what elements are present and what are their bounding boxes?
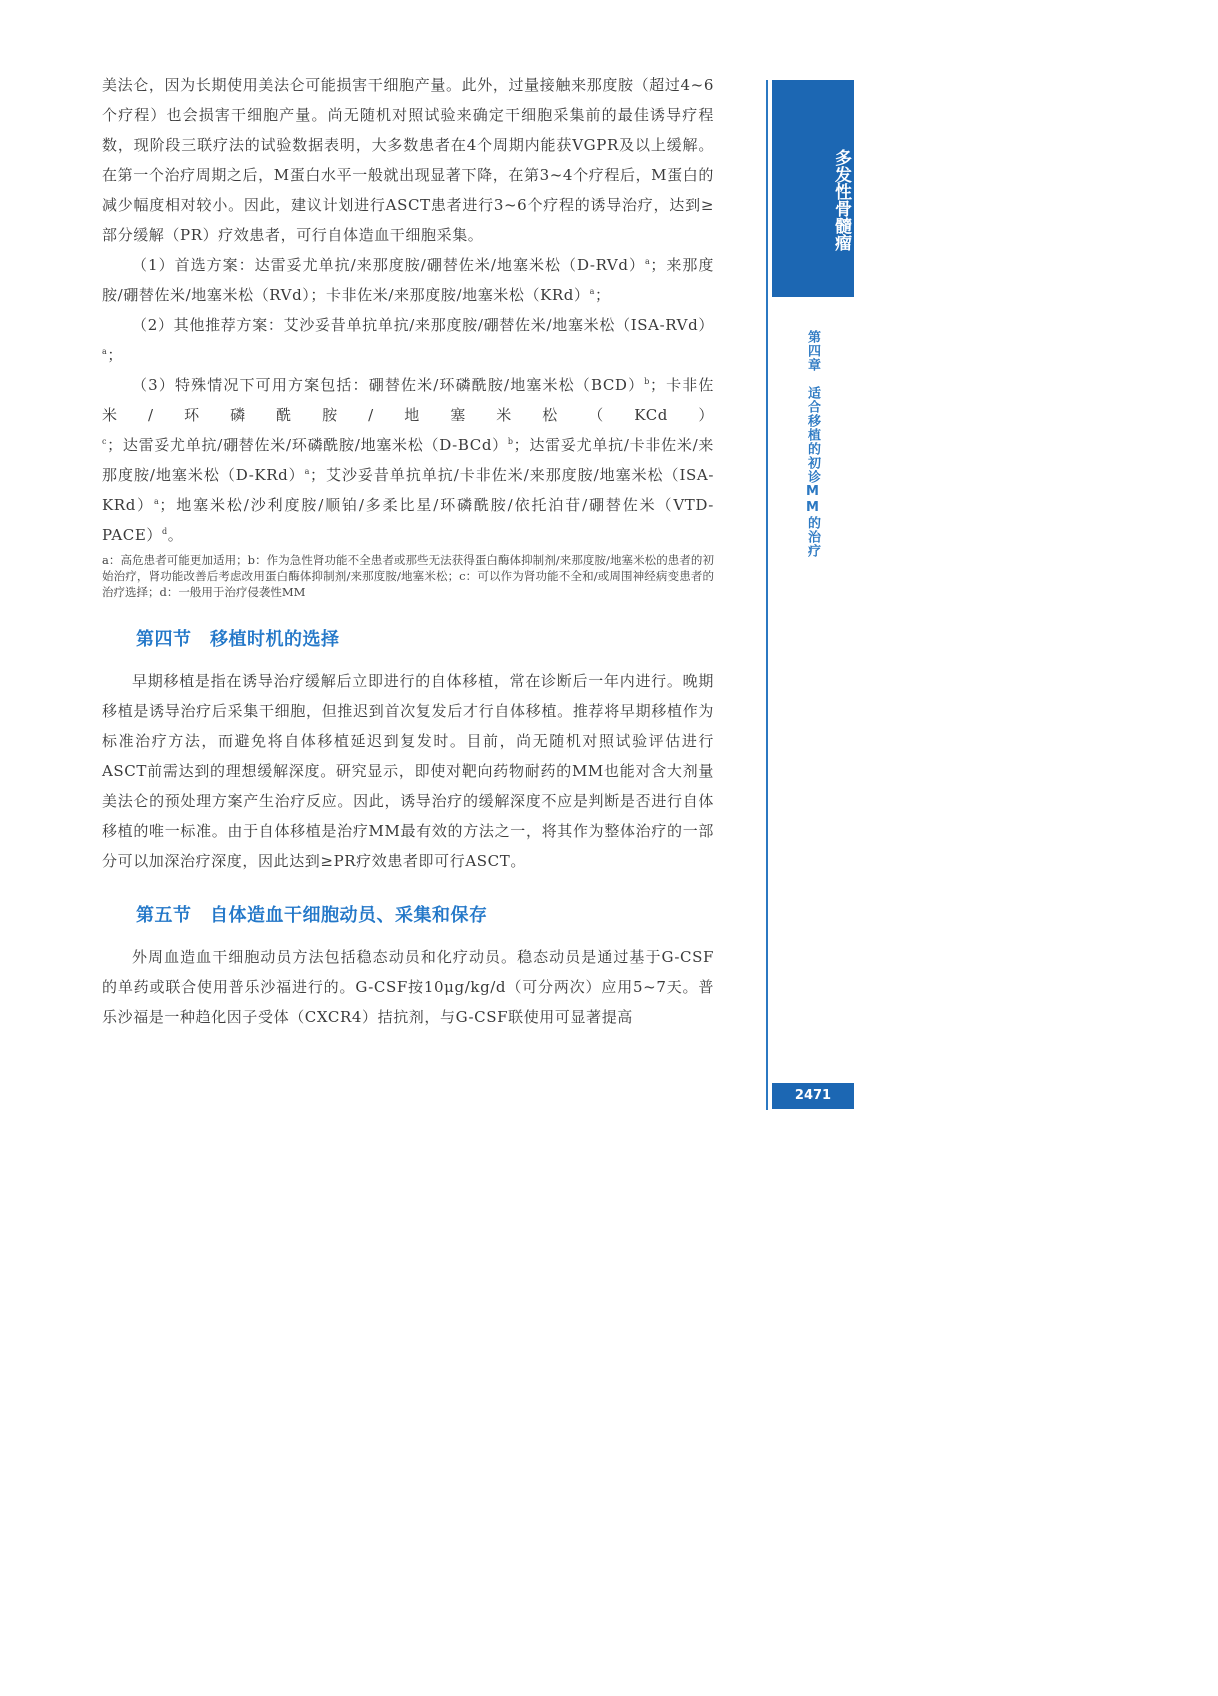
- section-4-heading: 第四节 移植时机的选择: [136, 629, 340, 650]
- footnote: a：高危患者可能更加适用；b：作为急性肾功能不全患者或那些无法获得蛋白酶体抑制剂/来那度胺/地塞米松的患者的初始治疗，肾功能改善后考虑改用蛋白酶体抑制剂/来那度胺/地塞米松；c：可以作为肾功能不全和/或周围神经病变患者的治疗选择；d：一般用于治疗侵袭性MM: [102, 553, 714, 599]
- main-content: [102, 70, 714, 1032]
- book-title: 多发性骨髓瘤: [831, 149, 851, 251]
- regimen-item-3: （3）特殊情况下可用方案包括：硼替佐米/环磷酰胺/地塞米松（BCD）$^b$；卡非佐米/环磷酰胺/地塞米松（KCd）$^c$；达雷妥尤单抗/硼替佐米/环磷酰胺/地塞米松$(D-BCd)^b$；达雷妥尤单抗/卡非佐米/来那度胺/地塞米松$(D-KRd)^a$；艾沙妥昔单抗单抗/卡非佐米/来那度胺/地塞米松$(ISA-KRd)^a$；地塞米松/沙利度胺/顺铂/多柔比星/环磷酰胺/依托泊苷/硼替佐米（VTD-PACE）$^d$。: [102, 376, 715, 544]
- section-5-heading: 第五节 自体造血干细胞动员、采集和保存: [136, 905, 488, 926]
- regimen-item-2: （2）其他推荐方案：艾沙妥昔单抗单抗/来那度胺/硼替佐米/地塞米松$(ISA-RVd)^a$；: [102, 316, 714, 364]
- regimen-item-1: （1）首选方案：达雷妥尤单抗/来那度胺/硼替佐米/地塞米松$(D-RVd)^a$；来那度胺/硼替佐米/地塞米松（RVd）；卡非佐米/来那度胺/地塞米松（KRd）$^a$；: [102, 256, 715, 304]
- section-4-paragraph: 早期移植是指在诱导治疗缓解后立即进行的自体移植，常在诊断后一年内进行。晚期移植是诱导治疗后采集干细胞，但推迟到首次复发后才行自体移植。推荐将早期移植作为标准治疗方法，而避免将自体移植延迟到复发时。目前，尚无随机对照试验评估进行ASCT前需达到的理想缓解深度。研究显示，即使对靶向药物耐药的MM也能对含大剂量美法仑的预处理方案产生治疗反应。因此，诱导治疗的缓解深度不应是判断是否进行自体移植的唯一标准。由于自体移植是治疗MM最有效的方法之一，将其作为整体治疗的一部分可以加深治疗深度，因此达到≥PR疗效患者即可行ASCT。: [102, 672, 714, 870]
- sidebar-divider-line: [766, 80, 768, 1110]
- section-5-paragraph: 外周血造血干细胞动员方法包括稳态动员和化疗动员。稳态动员是通过基于G-CSF的单药或联合使用普乐沙福进行的。G-CSF按10μg/kg/d（可分两次）应用5~7天。普乐沙福是一种趋化因子受体（CXCR4）拮抗剂，与G-CSF联使用可显著提高: [102, 948, 714, 1026]
- chapter-title: 第四章 适合移植的初诊MM的治疗: [805, 330, 820, 558]
- body-paragraph: 美法仑，因为长期使用美法仑可能损害干细胞产量。此外，过量接触来那度胺（超过4~6个疗程）也会损害干细胞产量。尚无随机对照试验来确定干细胞采集前的最佳诱导疗程数，现阶段三联疗法的试验数据表明，大多数患者在4个周期内能获VGPR及以上缓解。在第一个治疗周期之后，M蛋白水平一般就出现显著下降，在第3~4个疗程后，M蛋白的减少幅度相对较小。因此，建议计划进行ASCT患者进行3~6个疗程的诱导治疗，达到≥部分缓解（PR）疗效患者，可行自体造血干细胞采集。: [102, 76, 714, 244]
- page-number: 2471: [772, 1083, 854, 1109]
